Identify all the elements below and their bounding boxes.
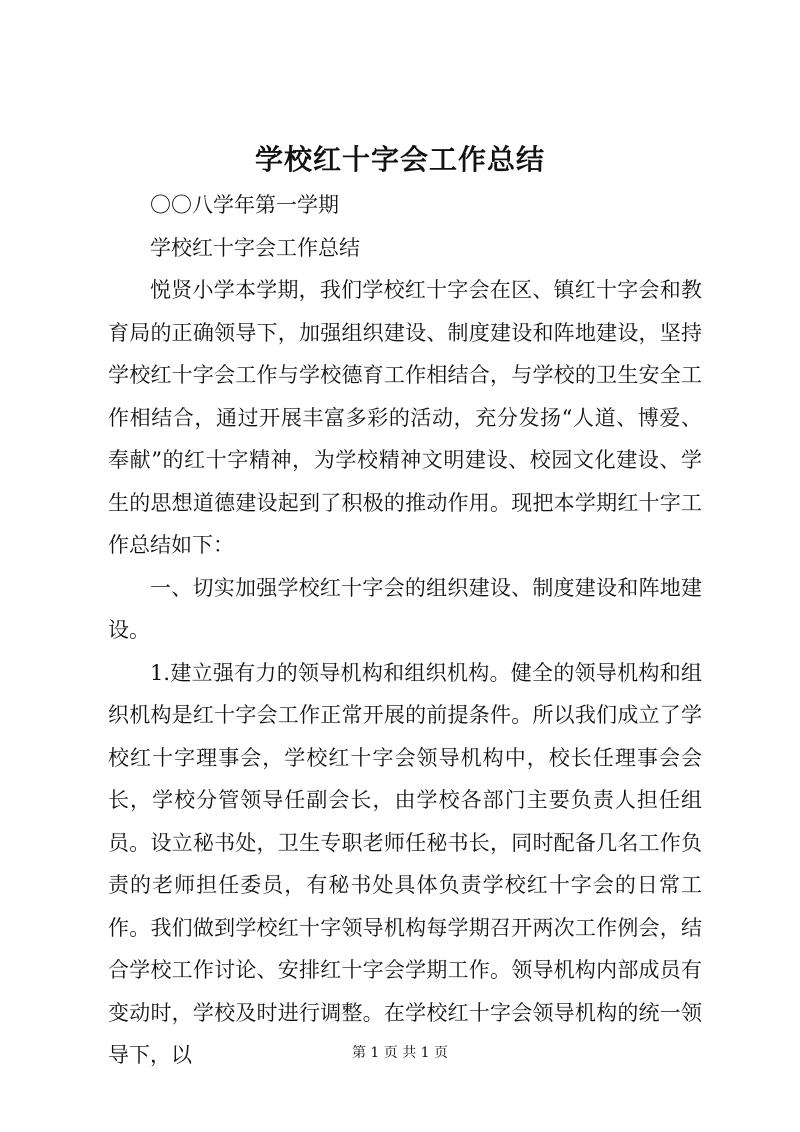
page-footer: 第 1 页 共 1 页 <box>351 1045 449 1061</box>
semester-line: 〇〇八学年第一学期 <box>150 193 339 217</box>
section-heading-1: 一、切实加强学校红十字会的组织建设、制度建设和阵地建设。 <box>108 575 702 642</box>
item-paragraph-1: 1.建立强有力的领导机构和组织机构。健全的领导机构和组织机构是红十字会工作正常开展的前提条件。所以我们成立了学校红十字理事会，学校红十字会领导机构中，校长任理事会会长，学校分管领导任副会长，由学校各部门主要负责人担任组员。设立秘书处，卫生专职老师任秘书长，同时配备几名工作负责的老师担任委员，有秘书处具体负责学校红十字会的日常工作。我们做到学校红十字领导机构每学期召开两次工作例会，结合学校工作讨论、安排红十字会学期工作。领导机构内部成员有变动时，学校及时进行调整。在学校红十字会领导机构的统一领导下，以 <box>108 660 702 1067</box>
document-title: 学校红十字会工作总结 <box>254 143 545 176</box>
document-body <box>108 184 702 1077</box>
subtitle-line: 学校红十字会工作总结 <box>150 235 360 260</box>
intro-paragraph: 悦贤小学本学期，我们学校红十字会在区、镇红十字会和教育局的正确领导下，加强组织建设、制度建设和阵地建设，坚持学校红十字会工作与学校德育工作相结合，与学校的卫生安全工作相结合，通过开展丰富多彩的活动，充分发扬“人道、博爱、奉献”的红十字精神，为学校精神文明建设、校园文化建设、学生的思想道德建设起到了积极的推动作用。现把本学期红十字工作总结如下： <box>108 278 702 557</box>
